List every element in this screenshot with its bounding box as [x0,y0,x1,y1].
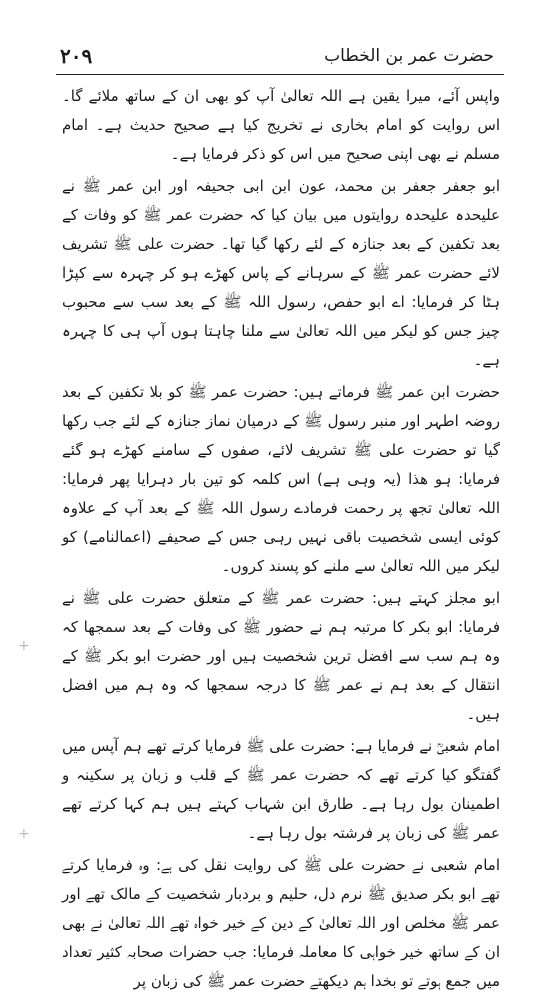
paragraph: امام شعبیؒ نے فرمایا ہے: حضرت علی ﷺ فرمایا کرتے تھے ہم آپس میں گفتگو کیا کرتے تھے کہ حضرت عمر ﷺ کے قلب و زبان پر سکینہ و اطمینان بول رہا ہے۔ طارق ابن شہاب کہتے ہیں ہم کہا کرتے تھے عمر ﷺ کی زبان پر فرشتہ بول رہا ہے۔ [62,737,500,842]
paragraph: حضرت ابن عمر ﷺ فرماتے ہیں: حضرت عمر ﷺ کو بلا تکفین کے بعد روضہ اطہر اور منبر رسول ﷺ کے درمیان نماز جنازہ کے لئے جب رکھا گیا تو حضرت علی ﷺ تشریف لائے، صفوں کے سامنے کھڑے ہو گئے فرمایا: ہو ھذا (یہ وہی ہے) اس کلمہ کو تین بار دہرایا پھر فرمایا: اللہ تعالیٰ تجھ پر رحمت فرمادے رسول اللہ ﷺ کے بعد آپ کے علاوہ کوئی ایسی شخصیت باقی نہیں رہی جس کے صحیفے (اعمالنامے) کو لیکر میں اللہ تعالیٰ سے ملنے کو پسند کروں۔ [62,383,500,575]
page-number: ۲۰۹ [60,44,93,68]
paragraph: واپس آئے، میرا یقین ہے اللہ تعالیٰ آپ کو بھی ان کے ساتھ ملائے گا۔ اس روایت کو امام بخاری نے تخریج کیا ہے صحیح حدیث ہے۔ امام مسلم نے بھی اپنی صحیح میں اس کو ذکر فرمایا ہے۔ [62,87,500,163]
margin-mark: + [18,826,30,842]
running-title: حضرت عمر بن الخطاب [324,46,494,66]
header-divider [56,74,504,75]
paragraph: ابو جعفر جعفر بن محمد، عون ابن ابی جحیفہ اور ابن عمر ﷺ نے علیحدہ علیحدہ روایتوں میں بیان کیا کہ حضرت عمر ﷺ کو وفات کے بعد تکفین کے بعد جنازہ کے لئے رکھا گیا تھا۔ حضرت علی ﷺ تشریف لائے حضرت عمر ﷺ کے سرہانے کے پاس کھڑے ہو کر چہرہ سے کپڑا ہٹا کر فرمایا: اے ابو حفص، رسول اللہ ﷺ کے بعد سب سے محبوب چیز جس کو لیکر میں اللہ تعالیٰ سے ملنا چاہتا ہوں آپ ہی کا چہرہ ہے۔ [62,177,500,369]
body-text [62,82,500,996]
paragraph: ابو مجلز کہتے ہیں: حضرت عمر ﷺ کے متعلق حضرت علی ﷺ نے فرمایا: ابو بکر کا مرتبہ ہم نے حضور ﷺ کی وفات کے بعد سمجھا کہ وہ ہم سب سے افضل ترین شخصیت ہیں اور حضرت ابو بکر ﷺ کے انتقال کے بعد ہم نے عمر ﷺ کا درجہ سمجھا کہ وہ ہم میں افضل ہیں۔ [62,589,500,723]
margin-mark: + [18,638,30,654]
paragraph: امام شعبی نے حضرت علی ﷺ کی روایت نقل کی ہے: وہ فرمایا کرتے تھے ابو بکر صدیق ﷺ نرم دل، حلیم و بردبار شخصیت کے مالک تھے اور عمر ﷺ مخلص اور اللہ تعالیٰ کے دین کے خیر خواہ تھے اللہ تعالیٰ نے بھی ان کے ساتھ خیر خواہی کا معاملہ فرمایا: جب حضرات صحابہ کثیر تعداد میں جمع ہوتے تو بخدا ہم دیکھتے حضرت عمر ﷺ کی زبان پر [62,856,500,990]
page-header [56,44,504,72]
